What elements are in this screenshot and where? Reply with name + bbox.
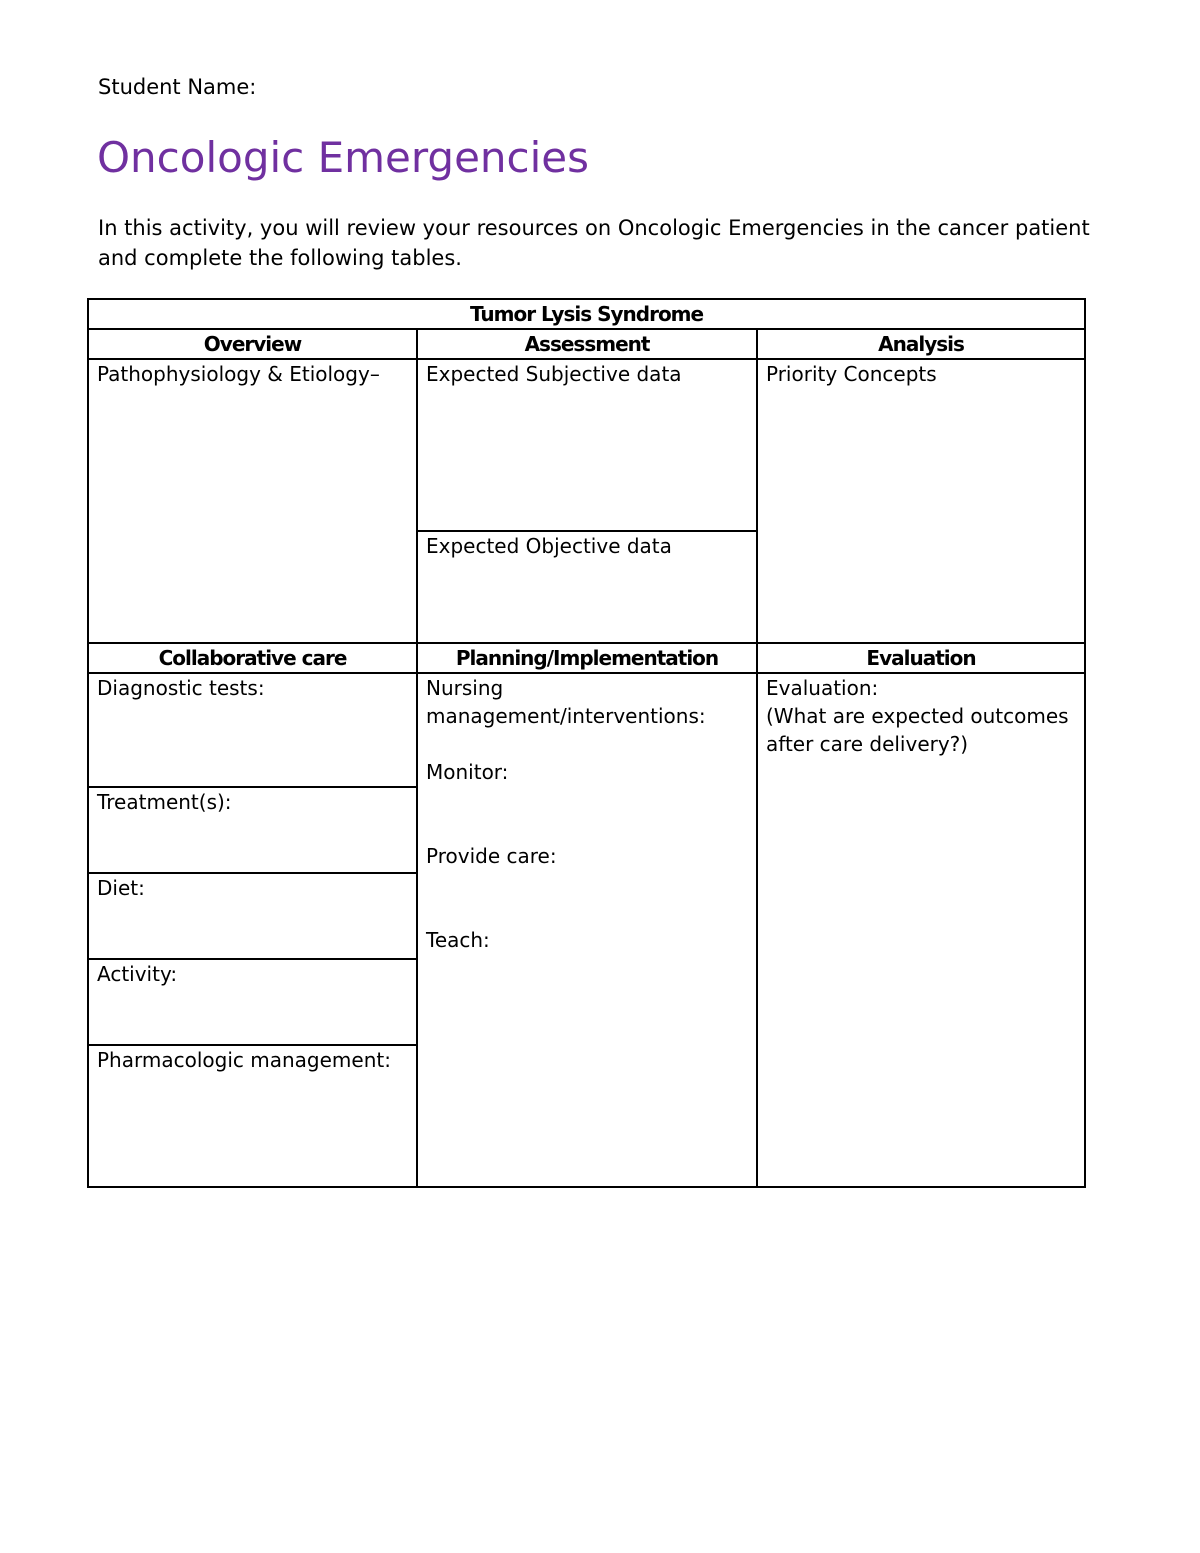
evaluation-label: Evaluation: xyxy=(766,676,879,700)
pharmacologic-label: Pharmacologic management: xyxy=(97,1048,391,1072)
header-planning: Planning/Implementation xyxy=(417,643,757,673)
overview-cell[interactable] xyxy=(88,359,417,643)
diagnostic-tests-cell[interactable] xyxy=(88,673,417,787)
diet-cell[interactable] xyxy=(88,873,417,959)
header-overview: Overview xyxy=(88,329,417,359)
treatment-cell[interactable] xyxy=(88,787,417,873)
analysis-cell[interactable] xyxy=(757,359,1085,643)
evaluation-cell[interactable] xyxy=(757,673,1085,1187)
objective-data-cell[interactable] xyxy=(417,531,757,643)
header-collaborative-care: Collaborative care xyxy=(88,643,417,673)
header-evaluation: Evaluation xyxy=(757,643,1085,673)
objective-data-label: Expected Objective data xyxy=(426,534,672,558)
page-title: Oncologic Emergencies xyxy=(97,133,590,182)
provide-care-label: Provide care: xyxy=(426,844,557,868)
header-analysis: Analysis xyxy=(757,329,1085,359)
pathophysiology-label: Pathophysiology & Etiology– xyxy=(97,362,380,386)
evaluation-question: (What are expected outcomes after care delivery?) xyxy=(766,704,1069,756)
priority-concepts-label: Priority Concepts xyxy=(766,362,937,386)
planning-cell[interactable] xyxy=(417,673,757,1187)
diagnostic-tests-label: Diagnostic tests: xyxy=(97,676,265,700)
intro-paragraph: In this activity, you will review your resources on Oncologic Emergencies in the cancer patient and complete the following tables. xyxy=(98,216,1090,270)
header-assessment: Assessment xyxy=(417,329,757,359)
diet-label: Diet: xyxy=(97,876,145,900)
tumor-lysis-table xyxy=(87,298,1086,1188)
teach-label: Teach: xyxy=(426,928,490,952)
student-name-label: Student Name: xyxy=(98,75,257,99)
table-title: Tumor Lysis Syndrome xyxy=(88,299,1085,329)
pharmacologic-cell[interactable] xyxy=(88,1045,417,1187)
treatment-label: Treatment(s): xyxy=(97,790,232,814)
subjective-data-cell[interactable] xyxy=(417,359,757,531)
monitor-label: Monitor: xyxy=(426,760,509,784)
subjective-data-label: Expected Subjective data xyxy=(426,362,682,386)
activity-cell[interactable] xyxy=(88,959,417,1045)
nursing-management-label: Nursing management/interventions: xyxy=(426,676,706,728)
activity-label: Activity: xyxy=(97,962,178,986)
